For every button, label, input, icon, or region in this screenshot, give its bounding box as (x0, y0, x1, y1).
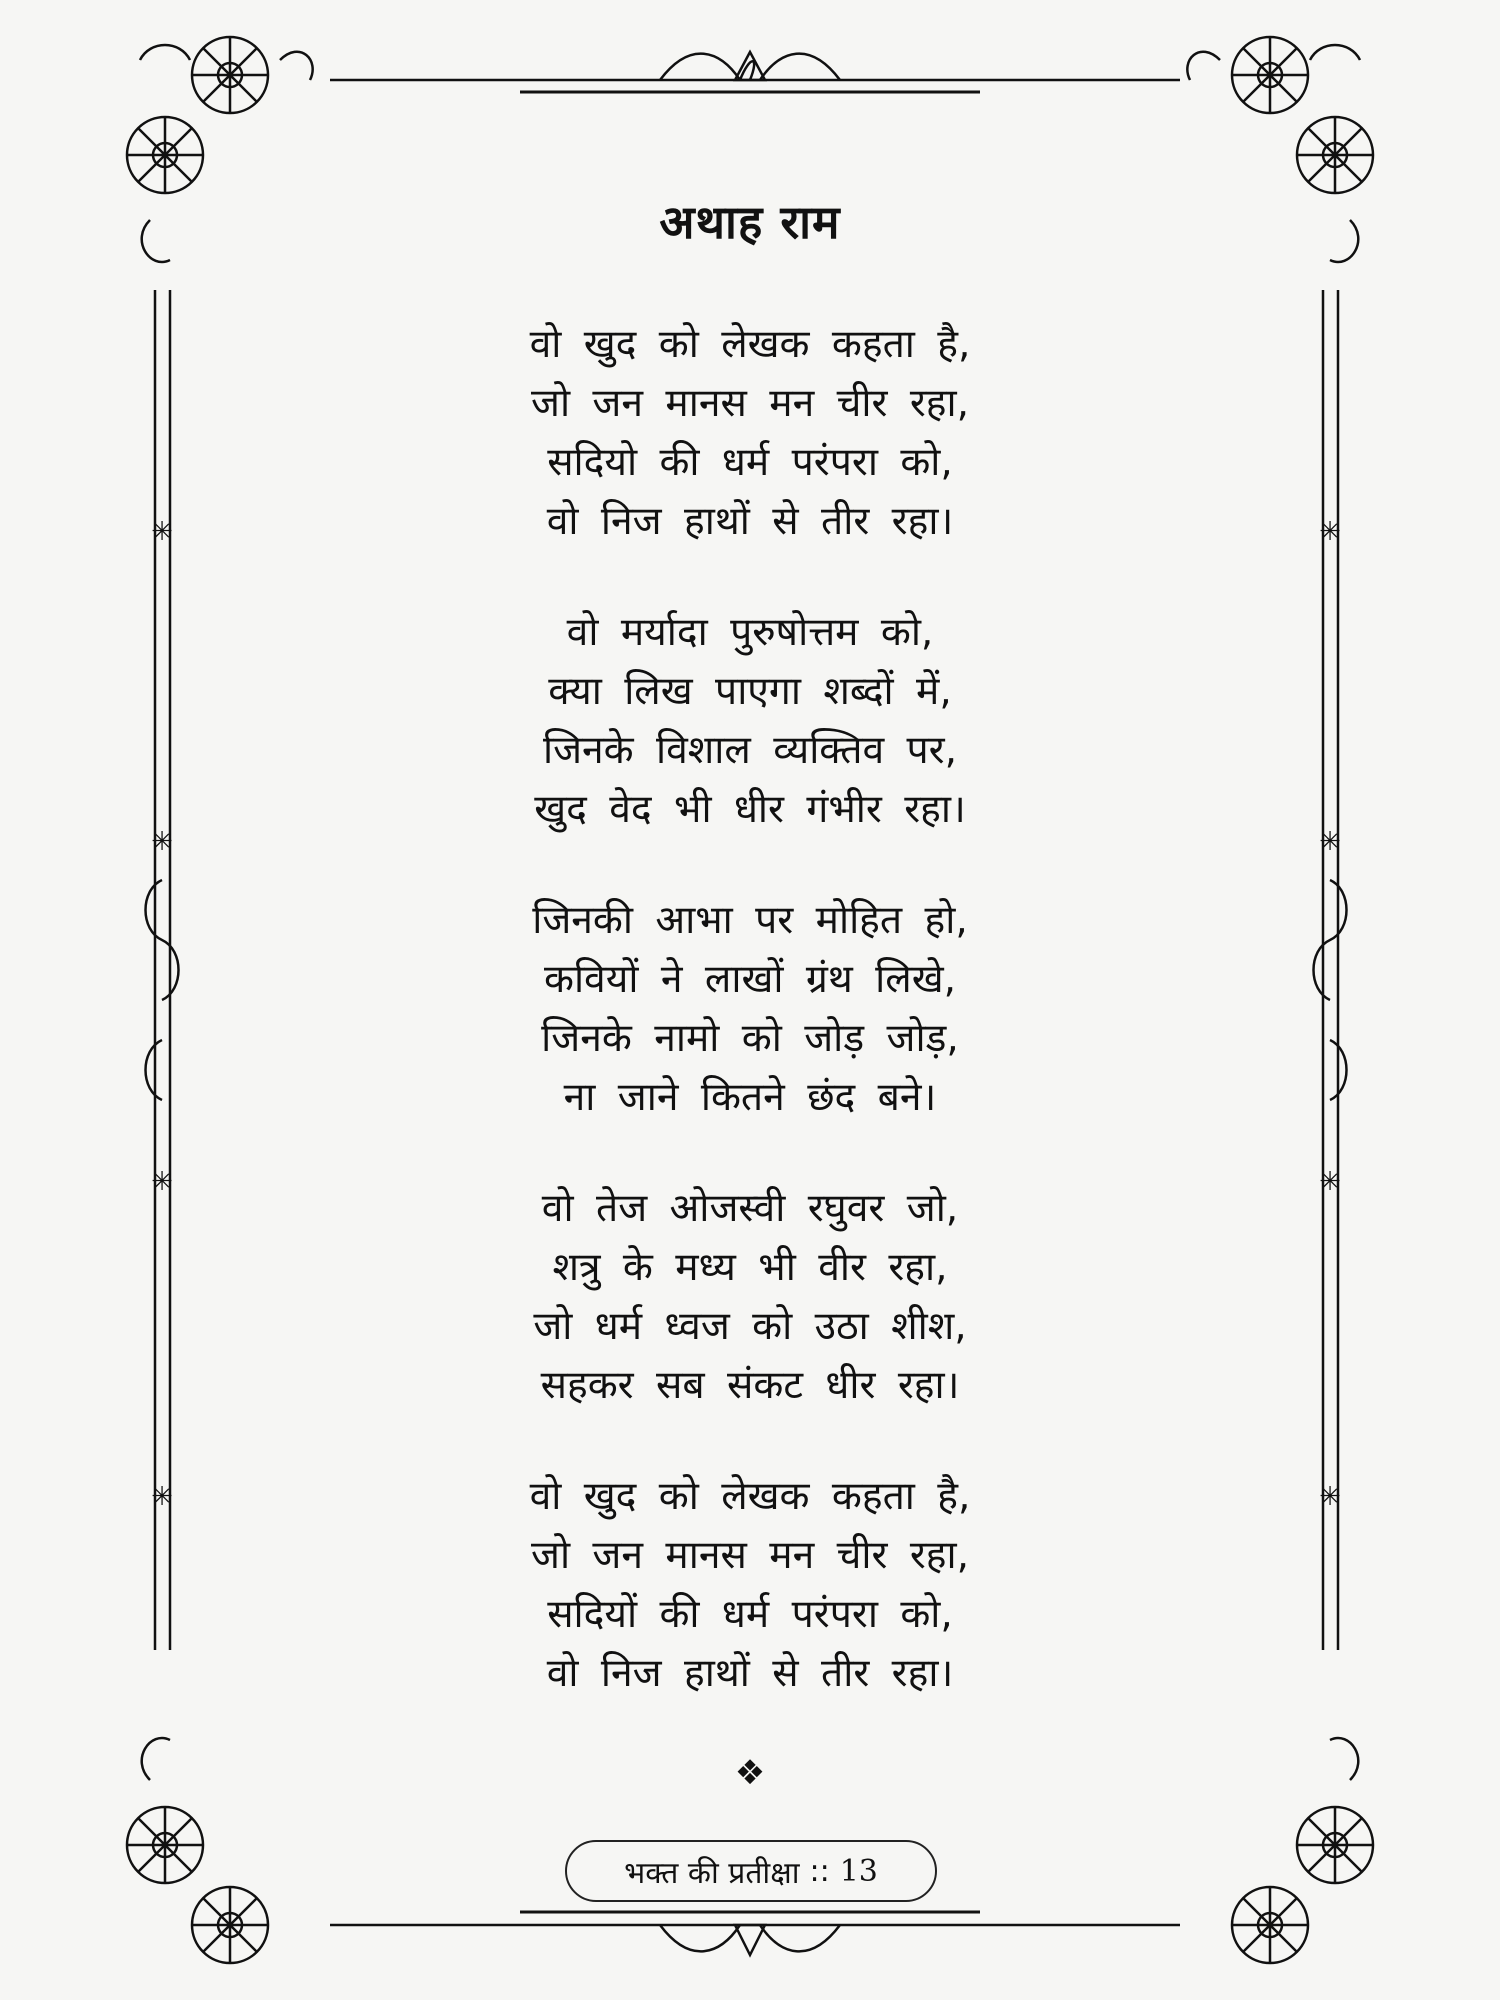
footer-separator: :: (809, 1853, 830, 1889)
poem-line: वो खुद को लेखक कहता है, (529, 322, 971, 367)
poem-line: जो जन मानस मन चीर रहा, (531, 1533, 969, 1578)
poem-body (0, 315, 1500, 1755)
stanza-5 (0, 1467, 1500, 1703)
footer-page-label (565, 1840, 937, 1902)
poem-line: जिनके विशाल व्यक्तिव पर, (542, 728, 958, 773)
poem-line: जिनके नामो को जोड़ जोड़, (541, 1016, 959, 1061)
stanza-3 (0, 891, 1500, 1127)
poem-line: क्या लिख पाएगा शब्दों में, (548, 669, 952, 714)
svg-text:✳: ✳ (151, 1482, 173, 1512)
end-ornament-icon: ❖ (734, 1753, 766, 1793)
poem-line: सहकर सब संकट धीर रहा। (540, 1363, 960, 1408)
svg-text:✳: ✳ (151, 517, 173, 547)
poem-line: वो तेज ओजस्वी रघुवर जो, (541, 1186, 959, 1231)
poem-line: ना जाने कितने छंद बने। (563, 1075, 937, 1120)
svg-text:✳: ✳ (1319, 827, 1341, 857)
poem-line: जो धर्म ध्वज को उठा शीश, (533, 1304, 967, 1349)
poem-line: कवियों ने लाखों ग्रंथ लिखे, (544, 957, 956, 1002)
poem-line: सदियो की धर्म परंपरा को, (547, 440, 953, 485)
stanza-1 (0, 315, 1500, 551)
poem-line: शत्रु के मध्य भी वीर रहा, (552, 1245, 948, 1290)
poem-line: वो निज हाथों से तीर रहा। (546, 1651, 954, 1696)
svg-text:✳: ✳ (1319, 1482, 1341, 1512)
svg-text:✳: ✳ (1319, 517, 1341, 547)
svg-text:✳: ✳ (151, 827, 173, 857)
page-number: 13 (839, 1853, 878, 1889)
book-title: भक्त की प्रतीक्षा (624, 1855, 800, 1891)
bottom-center-ornament (660, 1925, 840, 1951)
stanza-2 (0, 603, 1500, 839)
page-title: अथाह राम (659, 195, 841, 249)
poem-line: वो निज हाथों से तीर रहा। (546, 499, 954, 544)
svg-text:✳: ✳ (151, 1167, 173, 1197)
stanza-4 (0, 1179, 1500, 1415)
poem-line: जिनकी आभा पर मोहित हो, (532, 898, 968, 943)
svg-text:✳: ✳ (1319, 1167, 1341, 1197)
poem-line: खुद वेद भी धीर गंभीर रहा। (534, 787, 966, 832)
top-center-ornament (660, 54, 840, 80)
poem-line: वो खुद को लेखक कहता है, (529, 1474, 971, 1519)
poem-line: जो जन मानस मन चीर रहा, (531, 381, 969, 426)
poem-line: वो मर्यादा पुरुषोत्तम को, (566, 610, 934, 655)
poem-line: सदियों की धर्म परंपरा को, (547, 1592, 953, 1637)
